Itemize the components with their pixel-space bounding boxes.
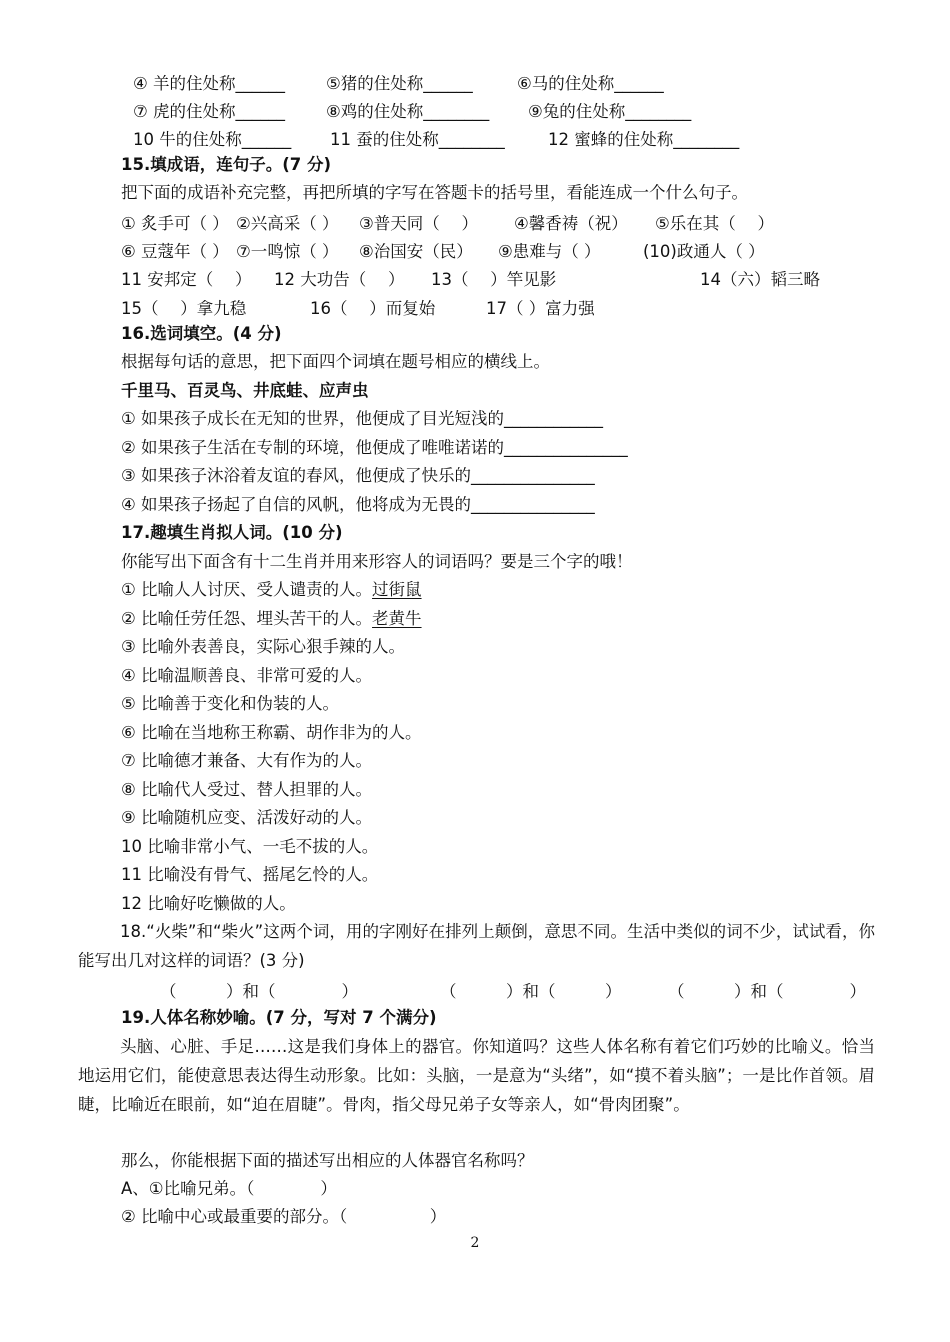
q14-item: ④ 羊的住处称______ (133, 74, 286, 93)
q14-item: 12 蜜蜂的住处称________ (548, 130, 740, 149)
idiom-item: ②兴高采（ ） (236, 214, 339, 233)
idiom-item: ⑧治国安（民） (359, 242, 473, 261)
idiom-item: ⑤乐在其（ ） (655, 214, 775, 233)
q15-instruction: 把下面的成语补充完整，再把所填的字写在答题卡的括号里，看能连成一个什么句子。 (121, 183, 748, 202)
q17-item-text: ① 比喻人人讨厌、受人谴责的人。 (121, 580, 373, 599)
q17-item: 10 比喻非常小气、一毛不拔的人。 (121, 837, 379, 856)
q16-item: ③ 如果孩子沐浴着友谊的春风，他便成了快乐的_______________ (121, 466, 595, 485)
q17-item: ⑦ 比喻德才兼备、大有作为的人。 (121, 751, 373, 770)
q17-item: 12 比喻好吃懒做的人。 (121, 894, 296, 913)
idiom-item: ④馨香祷（祝） (514, 214, 628, 233)
q17-item-answer: 老黄牛 (372, 609, 422, 628)
idiom-item: ① 炙手可（ ） (121, 214, 229, 233)
idiom-item: ⑦一鸣惊（ ） (236, 242, 339, 261)
q17-item-text: ② 比喻任劳任怨、埋头苦干的人。 (121, 609, 373, 628)
page-number: 2 (470, 1235, 480, 1251)
idiom-item: ⑥ 豆蔻年（ ） (121, 242, 229, 261)
idiom-item: 17（ ）富力强 (486, 299, 595, 318)
q19-paragraph: 头脑、心脏、手足……这是我们身体上的器官。你知道吗？这些人体名称有着它们巧妙的比喻义。恰当地运用它们，能使意思表达得生动形象。比如：头脑，一是意为“头绪”，如“摸不着头脑”；一是比作首领。眉睫，比喻近在眼前，如“迫在眉睫”。骨肉，指父母兄弟子女等亲人，如“骨肉团聚”。 (78, 1037, 875, 1114)
q18-question: 18.“火柴”和“柴火”这两个词，用的字刚好在排列上颠倒，意思不同。生活中类似的词不少，试试看，你能写出几对这样的词语？(3 分) (78, 922, 875, 970)
q18-blank-pair: （ ）和（ ） (668, 982, 866, 1001)
q16-item: ① 如果孩子成长在无知的世界，他便成了目光短浅的____________ (121, 409, 604, 428)
q15-title: 15.填成语，连句子。(7 分) (121, 155, 332, 174)
q17-item: ③ 比喻外表善良，实际心狠手辣的人。 (121, 637, 406, 656)
q18-blank-pair: （ ）和（ ） (440, 982, 622, 1001)
q14-item: ⑦ 虎的住处称______ (133, 102, 286, 121)
idiom-item: 12 大功告（ ） (274, 270, 405, 289)
q16-title: 16.选词填空。(4 分) (121, 324, 282, 343)
q18-blank-pair: （ ）和（ ） (160, 982, 358, 1001)
q17-item: ⑨ 比喻随机应变、活泼好动的人。 (121, 808, 373, 827)
q19-item: A、①比喻兄弟。（ ） (121, 1179, 337, 1198)
q19-title: 19.人体名称妙喻。(7 分，写对 7 个满分) (121, 1008, 437, 1027)
q14-item: ⑧鸡的住处称________ (326, 102, 490, 121)
q16-item: ② 如果孩子生活在专制的环境，他便成了唯唯诺诺的_______________ (121, 438, 628, 457)
q17-instruction: 你能写出下面含有十二生肖并用来形容人的词语吗？要是三个字的哦！ (121, 552, 633, 571)
q17-item: 11 比喻没有骨气、摇尾乞怜的人。 (121, 865, 379, 884)
q17-item (121, 579, 422, 601)
q16-word-bank: 千里马、百灵鸟、井底蛙、应声虫 (121, 381, 369, 400)
q17-item: ④ 比喻温顺善良、非常可爱的人。 (121, 666, 373, 685)
q19-prompt: 那么，你能根据下面的描述写出相应的人体器官名称吗？ (121, 1151, 534, 1170)
idiom-item: ⑨患难与（ ） (498, 242, 601, 261)
idiom-item: 14（六）韬三略 (700, 270, 820, 289)
q17-item-answer: 过街鼠 (372, 580, 422, 599)
idiom-item: 13（ ）竿见影 (431, 270, 557, 289)
q17-item: ⑧ 比喻代人受过、替人担罪的人。 (121, 780, 373, 799)
q14-item: ⑥马的住处称______ (517, 74, 664, 93)
q17-item: ⑥ 比喻在当地称王称霸、胡作非为的人。 (121, 723, 422, 742)
idiom-item: 16（ ）而复始 (310, 299, 436, 318)
idiom-item: (10)政通人（ ） (643, 242, 765, 261)
q19-item: ② 比喻中心或最重要的部分。（ ） (121, 1207, 447, 1226)
q17-title: 17.趣填生肖拟人词。(10 分) (121, 523, 343, 542)
q14-item: ⑨兔的住处称________ (528, 102, 692, 121)
q17-item (121, 608, 422, 630)
idiom-item: ③普天同（ ） (359, 214, 479, 233)
q14-item: 10 牛的住处称______ (133, 130, 292, 149)
idiom-item: 11 安邦定（ ） (121, 270, 252, 289)
q17-item: ⑤ 比喻善于变化和伪装的人。 (121, 694, 340, 713)
q16-item: ④ 如果孩子扬起了自信的风帆，他将成为无畏的_______________ (121, 495, 595, 514)
q16-instruction: 根据每句话的意思，把下面四个词填在题号相应的横线上。 (121, 352, 550, 371)
idiom-item: 15（ ）拿九稳 (121, 299, 247, 318)
q14-item: ⑤猪的住处称______ (326, 74, 473, 93)
q14-item: 11 蚕的住处称________ (330, 130, 505, 149)
